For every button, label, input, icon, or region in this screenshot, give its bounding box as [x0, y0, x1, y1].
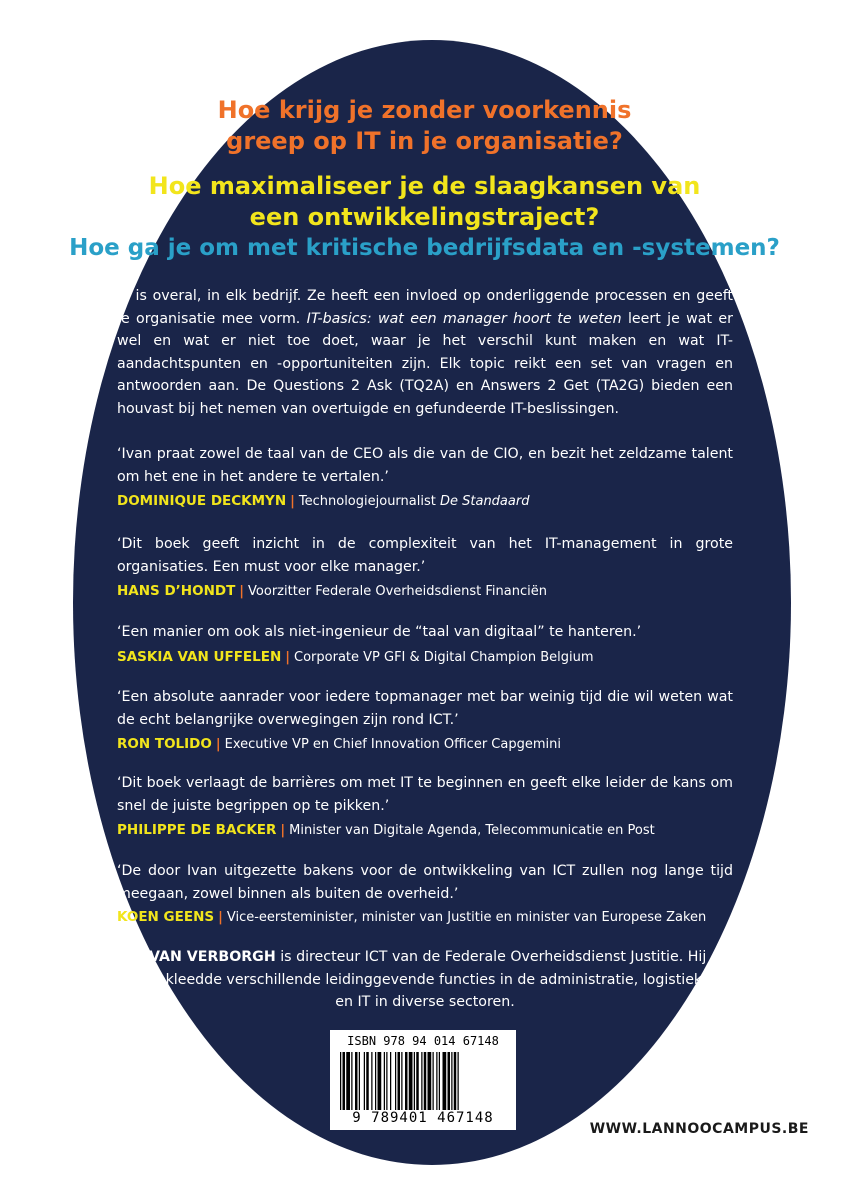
intro-paragraph	[117, 285, 733, 420]
quote-author-role: Corporate VP GFI & Digital Champion Belgium	[294, 650, 594, 665]
barcode-bar	[395, 1052, 396, 1110]
quote-attribution	[117, 648, 757, 667]
question-1	[0, 95, 849, 157]
barcode-bar	[366, 1052, 369, 1110]
separator: |	[285, 650, 291, 665]
barcode-bar	[371, 1052, 372, 1110]
barcode-bar	[343, 1052, 346, 1110]
barcode-bar	[405, 1052, 408, 1110]
author-bio-text: is directeur ICT van de Federale Overheidsdienst Justitie. Hij bekleedde verschillende leidinggevende functies in de administratie, logistiek en IT in diverse sectoren.	[147, 949, 707, 1010]
book-title: IT-basics: wat een manager hoort te weten	[306, 310, 622, 327]
quote-attribution	[117, 492, 757, 511]
barcode-bar	[355, 1052, 358, 1110]
quote-author-role: Voorzitter Federale Overheidsdienst Financiën	[248, 584, 547, 599]
quote-attribution	[117, 735, 757, 754]
barcode-bar	[454, 1052, 457, 1110]
barcode-bar	[398, 1052, 401, 1110]
quote-author: PHILIPPE DE BACKER	[117, 822, 277, 838]
separator: |	[215, 737, 221, 752]
barcode-bar	[439, 1052, 440, 1110]
quote-author-role: Executive VP en Chief Innovation Officer Capgemini	[224, 737, 561, 752]
barcode-bar	[414, 1052, 415, 1110]
quote-author: DOMINIQUE DECKMYN	[117, 493, 287, 509]
quote-author: SASKIA VAN UFFELEN	[117, 649, 282, 665]
separator: |	[239, 584, 245, 599]
question-1-line-1: Hoe krijg je zonder voorkennis	[217, 96, 632, 124]
barcode-bar	[451, 1052, 452, 1110]
separator: |	[290, 494, 295, 509]
publisher-website: WWW.LANNOOCAMPUS.BE	[589, 1121, 809, 1137]
intro-part-2: leert je wat er wel en wat er niet toe doet, waar je het verschil kunt maken en wat IT-aandachtspunten en -opportuniteiten zijn. Elk topic reikt een set van vragen en antwoorden aan. De Questions 2 Ask (TQ2A) en Answers 2 Get (TA2G) bieden een houvast bij het nemen van overtuigde en gefundeerde IT-beslissingen.	[117, 310, 733, 417]
barcode-bar	[424, 1052, 427, 1110]
question-2-line-2: een ontwikkelingstraject?	[249, 203, 600, 231]
barcode-bar	[364, 1052, 365, 1110]
barcode-bar	[401, 1052, 402, 1110]
question-2-line-1: Hoe maximaliseer je de slaagkansen van	[148, 172, 701, 200]
quote-author: HANS D’HONDT	[117, 583, 236, 599]
quote-text: ‘Dit boek verlaagt de barrières om met IT te beginnen en geeft elke leider de kans om snel de juiste begrippen op te pikken.’	[117, 775, 733, 814]
quote-text: ‘Ivan praat zowel de taal van de CEO als die van de CIO, en bezit het zeldzame talent om het ene in het andere te vertalen.’	[117, 446, 733, 485]
barcode-bar	[448, 1052, 451, 1110]
barcode-bar	[346, 1052, 350, 1110]
isbn-label: ISBN 978 94 014 67148	[347, 1034, 499, 1048]
question-3	[0, 233, 849, 264]
barcode-bar	[375, 1052, 376, 1110]
quote-author-role: Vice-eersteminister, minister van Justitie en minister van Europese Zaken	[226, 910, 707, 925]
barcode-bars	[340, 1052, 506, 1110]
barcode-bar	[378, 1052, 382, 1110]
quote-author-role-publication: De Standaard	[439, 494, 530, 509]
barcode	[330, 1030, 516, 1130]
author-bio	[140, 946, 710, 1014]
quote-text: ‘Een manier om ook als niet-ingenieur de “taal van digitaal” te hanteren.’	[117, 624, 642, 640]
barcode-bar	[384, 1052, 385, 1110]
quote-author: KOEN GEENS	[117, 909, 215, 925]
question-1-line-2: greep op IT in je organisatie?	[226, 127, 623, 155]
isbn-number: 9 789401 467148	[352, 1110, 494, 1126]
quote-text: ‘Een absolute aanrader voor iedere topmanager met bar weinig tijd die wil weten wat de echt belangrijke overwegingen zijn rond ICT.’	[117, 689, 733, 728]
intro-part-1: IT is overal, in elk bedrijf. Ze heeft een invloed op onderliggende processen en geeft je organisatie mee vorm.	[117, 288, 733, 327]
barcode-bar	[340, 1052, 341, 1110]
question-3-line-1: Hoe ga je om met kritische bedrijfsdata en -systemen?	[69, 235, 780, 261]
barcode-bar	[428, 1052, 432, 1110]
barcode-bar	[443, 1052, 447, 1110]
quote-attribution	[117, 821, 757, 840]
barcode-bar	[416, 1052, 419, 1110]
quote-text: ‘De door Ivan uitgezette bakens voor de ontwikkeling van ICT zullen nog lange tijd meegaan, zowel binnen als buiten de overheid.’	[117, 863, 733, 902]
barcode-bar	[409, 1052, 413, 1110]
question-2	[0, 171, 849, 233]
barcode-bar	[359, 1052, 360, 1110]
barcode-bar	[458, 1052, 459, 1110]
quote-author-role: Minister van Digitale Agenda, Telecommunicatie en Post	[289, 823, 655, 838]
author-name: IVAN VERBORGH	[143, 949, 276, 965]
barcode-bar	[390, 1052, 391, 1110]
quote-author-role: Technologiejournalist	[298, 494, 440, 509]
quote-attribution	[117, 582, 757, 601]
quote-attribution	[117, 908, 757, 927]
separator: |	[218, 910, 223, 925]
barcode-bar	[436, 1052, 437, 1110]
barcode-bar	[433, 1052, 434, 1110]
barcode-bar	[386, 1052, 387, 1110]
quote-text: ‘Dit boek geeft inzicht in de complexiteit van het IT-management in grote organisaties. Een must voor elke manager.’	[117, 536, 733, 575]
quote-author: RON TOLIDO	[117, 736, 212, 752]
barcode-bar	[351, 1052, 352, 1110]
barcode-bar	[421, 1052, 422, 1110]
separator: |	[280, 823, 286, 838]
